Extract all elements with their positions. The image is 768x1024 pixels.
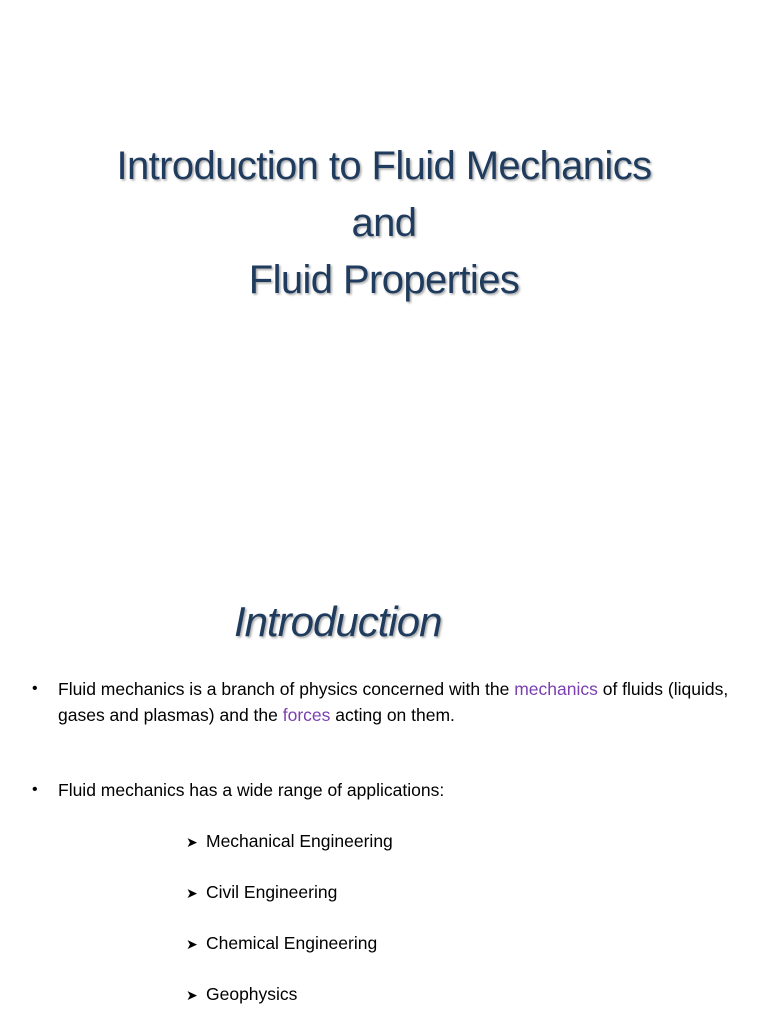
arrowhead-bullet-icon: ➤ [186, 885, 198, 901]
title-line: Fluid Properties [248, 258, 520, 302]
presentation-title [0, 138, 768, 309]
arrowhead-bullet-icon: ➤ [186, 936, 198, 952]
section-heading: Introduction [234, 598, 442, 645]
application-label: Mechanical Engineering [206, 831, 393, 851]
title-line: Introduction to Fluid Mechanics [116, 144, 652, 188]
arrowhead-bullet-icon: ➤ [186, 834, 198, 850]
highlight-forces: forces [282, 705, 331, 725]
bullet-text: Fluid mechanics has a wide range of applications: [58, 780, 445, 800]
bullet-text [58, 676, 742, 728]
application-item [186, 828, 393, 855]
bullet-item [32, 676, 742, 728]
application-item [186, 981, 297, 1008]
highlight-mechanics: mechanics [514, 679, 598, 699]
bullet-dot-icon: • [32, 680, 38, 697]
application-label: Chemical Engineering [206, 933, 378, 953]
bullet-text-part: Fluid mechanics is a branch of physics concerned with the [58, 679, 515, 699]
application-label: Geophysics [206, 984, 298, 1004]
bullet-text-part: of fluids (liquids, gases and plasmas) and the [58, 679, 729, 725]
arrowhead-bullet-icon: ➤ [186, 987, 198, 1003]
bullet-item [32, 777, 742, 803]
title-line: and [351, 201, 417, 245]
application-item [186, 879, 337, 906]
application-item [186, 930, 377, 957]
bullet-dot-icon: • [32, 781, 38, 798]
bullet-text-part: acting on them. [330, 705, 455, 725]
application-label: Civil Engineering [206, 882, 338, 902]
